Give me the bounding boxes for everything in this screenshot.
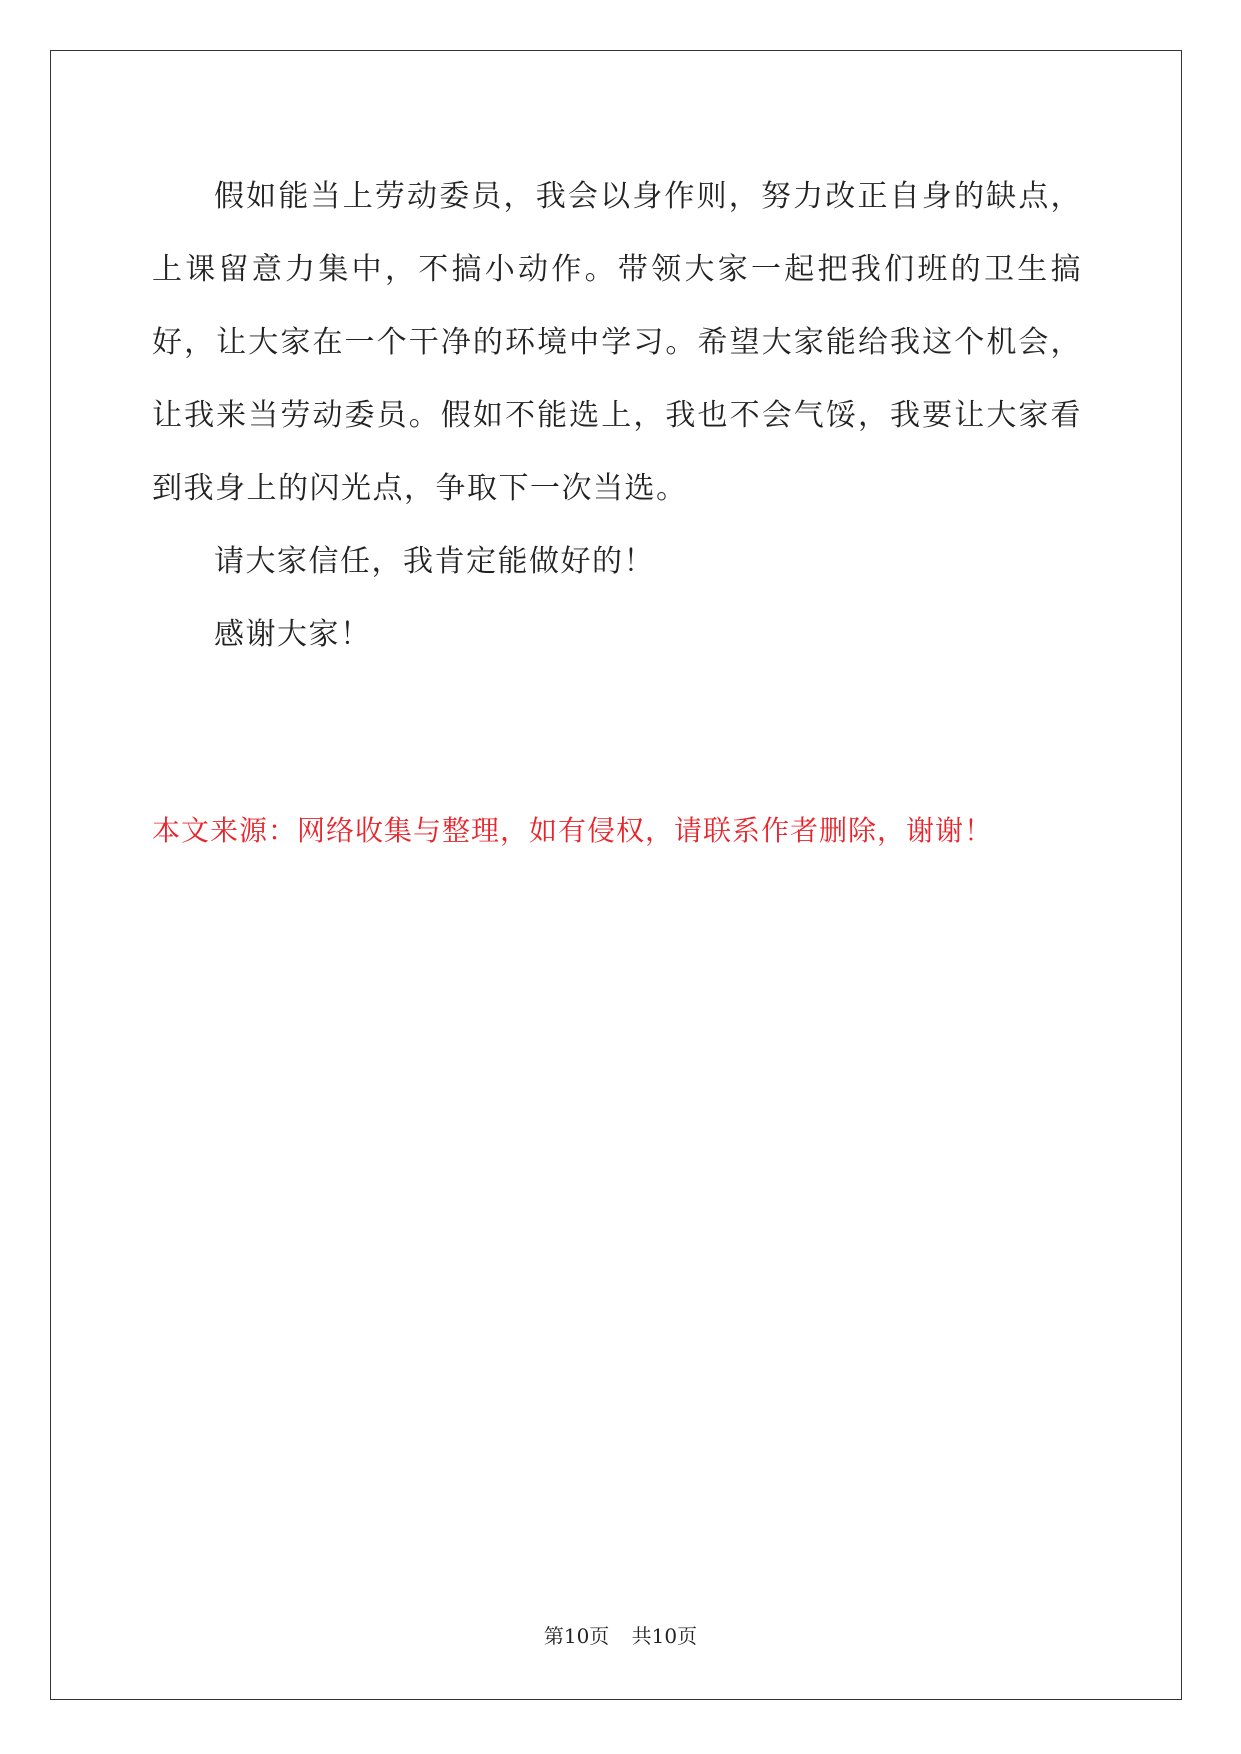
total-pages-label: 共10页 (631, 1624, 698, 1648)
paragraph-3: 感谢大家！ (214, 617, 372, 652)
page-footer (0, 1620, 1241, 1649)
source-note: 本文来源：网络收集与整理，如有侵权，请联系作者删除，谢谢！ (152, 814, 994, 847)
paragraph-1: 假如能当上劳动委员，我会以身作则，努力改正自身的缺点，上课留意力集中，不搞小动作。带领大家一起把我们班的卫生搞好，让大家在一个干净的环境中学习。希望大家能给我这个机会，让我来当劳动委员。假如不能选上，我也不会气馁，我要让大家看到我身上的闪光点，争取下一次当选。 (152, 179, 1082, 506)
current-page-label: 第10页 (543, 1624, 610, 1648)
paragraph-2: 请大家信任，我肯定能做好的！ (214, 544, 655, 579)
document-body (152, 160, 1082, 671)
